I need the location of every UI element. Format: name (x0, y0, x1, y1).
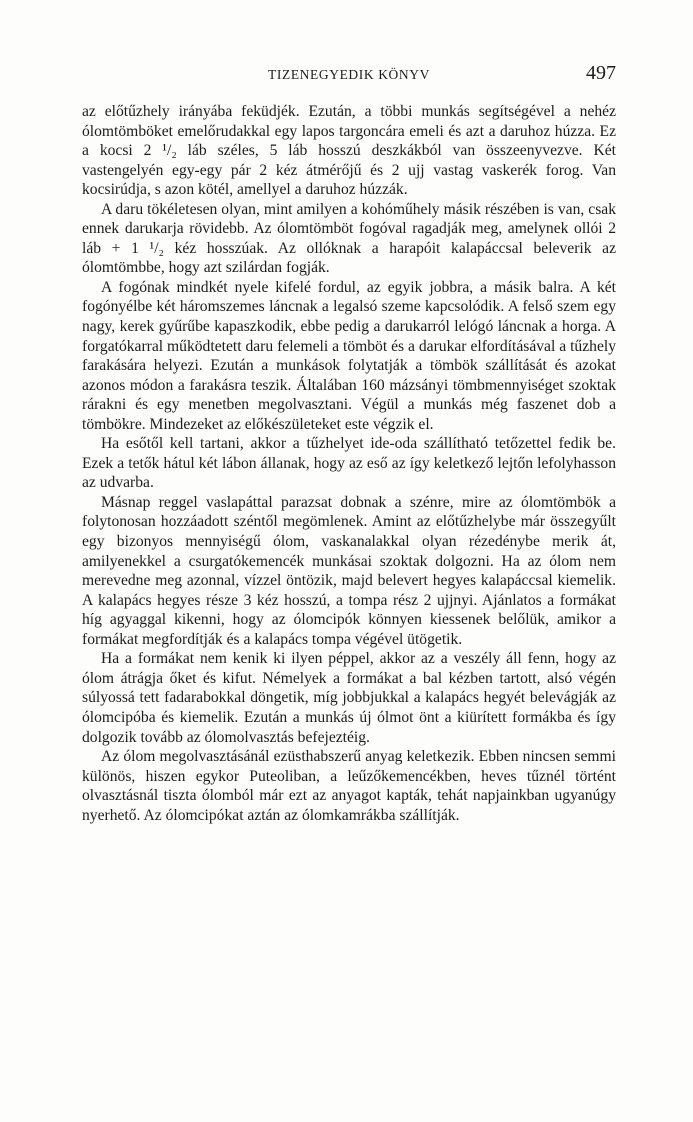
running-head (82, 62, 616, 90)
paragraph: Másnap reggel vaslapáttal parazsat dobnak a szénre, mire az ólomtömbök a folytonosan hozzáadott széntől megömlenek. Amint az előtűzhelybe már összegyűlt egy bizonyos mennyiségű ólom, vaskanalakkal olyan rézedénybe merik át, amilyenekkel a csurgatókemencék munkásai szoktak dolgozni. Ha az ólom nem merevedne meg azonnal, vízzel öntözik, majd belevert hegyes kalapáccsal kiemelik. A kalapács hegyes része 3 kéz hosszú, a tompa rész 2 ujjnyi. Ajánlatos a formákat híg agyaggal kikenni, hogy az ólomcipók könnyen kiessenek belőlük, amikor a formákat megfordítják és a kalapács tompa végével ütögetik. (82, 493, 616, 648)
page-number: 497 (586, 62, 616, 84)
paragraph: Ha a formákat nem kenik ki ilyen péppel, akkor az a veszély áll fenn, hogy az ólom átrágja őket és kifut. Némelyek a formákat a bal kézben tartott, alsó végén súlyossá tett fadarabokkal döngetik, míg jobbjukkal a kalapács hegyét belevágják az ólomcipóba és kiemelik. Ezután a munkás új ólmot önt a kiürített formákba és így dolgozik tovább az ólomolvasztás befejeztéig. (82, 650, 616, 746)
body-text (82, 102, 616, 825)
paragraph: Ha esőtől kell tartani, akkor a tűzhelyet ide-oda szállítható tetőzettel fedik be. Ezek a tetők hátul két lábon állanak, hogy az eső az így keletkező lejtőn lefolyhasson az udvarba. (82, 435, 616, 492)
paragraph-continued: az előtűzhely irányába feküdjék. Ezután, a többi munkás segítségével a nehéz ólomtömböket emelőrudakkal egy lapos targoncára emeli és azt a daruhoz húzza. Ez a kocsi 2 ¹/₂ láb széles, 5 láb hosszú deszkákból van összeenyvezve. Két vastengelyén egy-egy pár 2 kéz átmérőjű és 2 ujj vastag vaskerék forog. Van kocsirúdja, s azon kötél, amellyel a daruhoz húzzák. (82, 103, 616, 199)
paragraph: A daru tökéletesen olyan, mint amilyen a kohóműhely másik részében is van, csak ennek darukarja rövidebb. Az ólomtömböt fogóval ragadják meg, amelynek ollói 2 láb + 1 ¹/₂ kéz hosszúak. Az ollóknak a harapóit kalapáccsal beleverik az ólomtömbbe, hogy azt szilárdan fogják. (82, 200, 616, 277)
paragraph: A fogónak mindkét nyele kifelé fordul, az egyik jobbra, a másik balra. A két fogónyélbe két háromszemes láncnak a legalsó szeme kapcsolódik. A felső szem egy nagy, kerek gyűrűbe kapaszkodik, ebbe pedig a darukarról lelógó láncnak a horga. A forgatókarral működtetett daru felemeli a tömböt és a darukar elfordításával a tűzhely farakására helyezi. Ezután a munkások folytatják a tömbök szállítását és azokat azonos módon a farakásra teszik. Általában 160 mázsányi tömbmennyiséget szoktak ráraknі és egy menetben megolvasztani. Végül a munkás még faszenet dob a tömbökre. Mindezeket az előkészületeket este végzik el. (82, 278, 616, 433)
running-title: TIZENEGYEDIK KÖNYV (268, 67, 430, 82)
paragraph: Az ólom megolvasztásánál ezüsthabszerű anyag keletkezik. Ebben nincsen semmi különös, hiszen egykor Puteoliban, a leűzőkemencékben, heves tűznél történt olvasztásnál tiszta ólomból már ezt az anyagot kapták, tehát napjainkban ugyanúgy nyerhető. Az ólomcipókat aztán az ólomkamrákba szállítják. (82, 748, 616, 824)
